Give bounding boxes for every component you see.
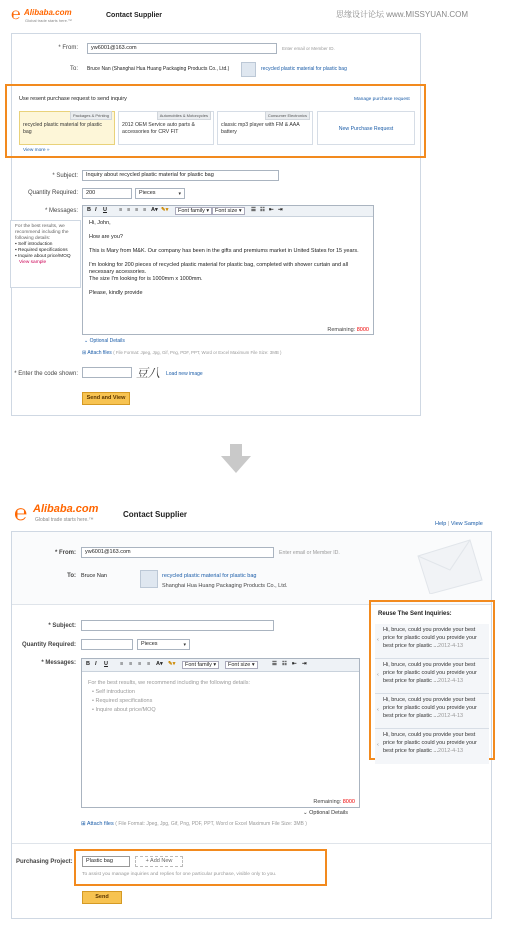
font-size-select[interactable]: Font size ▾ xyxy=(225,661,258,669)
to-supplier: Bruce Nan (Shanghai Hua Huang Packaging Products Co., Ltd.) xyxy=(87,66,230,72)
captcha-label: * Enter the code shown: xyxy=(14,371,78,377)
chevron-down-icon: ▾ xyxy=(183,642,186,648)
view-more-link[interactable]: View more » xyxy=(23,148,50,153)
subject-input[interactable]: Inquiry about recycled plastic material for plastic bag xyxy=(82,170,279,181)
justify-icon[interactable]: ≡ xyxy=(143,207,147,213)
attach-files-link[interactable]: Attach files xyxy=(86,821,114,827)
subject-label: * Subject: xyxy=(48,623,76,629)
captcha-image: 豆八 xyxy=(136,366,161,380)
tips-item: • Required specifications xyxy=(92,698,153,704)
remaining-value: 8000 xyxy=(342,799,355,805)
watermark: 思缘设计论坛 www.MISSYUAN.COM xyxy=(336,10,469,19)
reuse-list xyxy=(375,624,489,764)
send-and-view-button[interactable]: Send and View xyxy=(82,392,130,405)
logo-tagline: Global trade starts here.™ xyxy=(35,517,94,523)
numbered-list-icon[interactable]: ☷ xyxy=(260,207,265,213)
message-placeholder xyxy=(88,679,353,715)
chevron-left-icon: ‹ xyxy=(377,672,379,678)
message-line: Hi, John, xyxy=(89,220,111,226)
bold-button[interactable]: B xyxy=(87,207,91,213)
card-text: classic mp3 player with FM & AAA battery xyxy=(221,122,300,135)
page-title: Contact Supplier xyxy=(106,12,163,19)
card-text: 2012 OEM Service auto parts & accessories for CRV FIT xyxy=(122,122,195,135)
reuse-title: Reuse The Sent Inquiries: xyxy=(378,611,452,617)
unit-select[interactable] xyxy=(137,639,190,650)
align-left-icon[interactable]: ≡ xyxy=(120,661,124,667)
view-sample-link[interactable]: View sample xyxy=(19,260,47,265)
text-color-icon[interactable]: A▾ xyxy=(151,207,158,213)
message-line: Please, kindly provide xyxy=(89,290,143,296)
reuse-item[interactable]: ‹ Hi, bruce, could you provide your best price for plastic could you provide your best price for plastic ...2012-4-13 xyxy=(375,694,489,729)
project-hint: To assist you manage inquiries and replies for one particular purchase, visible only to you. xyxy=(82,872,277,877)
tips-item: • Self introduction xyxy=(92,689,135,695)
editor-toolbar xyxy=(83,206,373,217)
alibaba-logo[interactable] xyxy=(11,6,101,26)
quantity-input[interactable]: 200 xyxy=(82,188,132,199)
align-center-icon[interactable]: ≡ xyxy=(129,661,133,667)
message-line: The size I'm looking for is 1000mm x 1000mm. xyxy=(89,276,203,282)
from-hint: Enter email or Member ID. xyxy=(279,550,340,556)
optional-details-link[interactable]: ⌄ Optional Details xyxy=(84,338,125,344)
to-name: Bruce Nan xyxy=(81,573,107,579)
message-editor[interactable] xyxy=(81,658,360,808)
bullet-list-icon[interactable]: ☰ xyxy=(251,207,256,213)
project-tag[interactable]: Plastic bag xyxy=(82,856,130,867)
to-company: Shanghai Hua Huang Packaging Products Co., Ltd. xyxy=(162,583,288,589)
add-new-project-button[interactable]: + Add New xyxy=(135,856,183,867)
captcha-input[interactable] xyxy=(82,367,132,378)
reuse-item[interactable]: ‹ Hi, bruce, could you provide your best price for plastic could you provide your best price for plastic ...2012-4-13 xyxy=(375,729,489,764)
help-links: Help | View Sample xyxy=(435,521,483,527)
tips-box xyxy=(10,220,81,288)
message-line: How are you? xyxy=(89,234,123,240)
outdent-icon[interactable]: ⇤ xyxy=(292,661,297,667)
indent-icon[interactable]: ⇥ xyxy=(302,661,307,667)
indent-icon[interactable]: ⇥ xyxy=(278,207,283,213)
project-label: Purchasing Project: xyxy=(16,859,73,865)
numbered-list-icon[interactable]: ☷ xyxy=(282,661,287,667)
quantity-label: Quantity Required: xyxy=(21,642,76,648)
view-sample-link[interactable]: View Sample xyxy=(450,521,483,527)
subject-input[interactable] xyxy=(81,620,274,631)
paperclip-icon: ⊞ xyxy=(81,821,86,827)
align-center-icon[interactable]: ≡ xyxy=(127,207,131,213)
quantity-input[interactable] xyxy=(81,639,133,650)
page-title: Contact Supplier xyxy=(123,510,188,519)
load-new-image-link[interactable]: Load new image xyxy=(166,371,203,377)
from-label: * From: xyxy=(55,550,76,556)
italic-button[interactable]: I xyxy=(95,661,97,667)
tips-intro: For the best results, we recommend including the following details: xyxy=(88,680,251,686)
font-family-select[interactable]: Font family ▾ xyxy=(182,661,219,669)
from-label: * From: xyxy=(58,45,78,51)
divider xyxy=(12,843,491,844)
attach-hint: ( File Format: Jpeg, Jpg, Gif, Png, PDF, PPT, Word or Excel Maximum File Size: 3MB ) xyxy=(113,350,282,355)
font-size-select[interactable]: Font size ▾ xyxy=(212,207,245,215)
remaining-counter: Remaining: 8000 xyxy=(313,799,355,805)
logo-tagline: Global trade starts here.™ xyxy=(25,18,72,23)
card-text: recycled plastic material for plastic bag xyxy=(23,122,102,135)
align-right-icon[interactable]: ≡ xyxy=(138,661,142,667)
to-label: To: xyxy=(69,66,78,72)
recent-heading: Use resent purchase request to send inquiry xyxy=(19,96,127,102)
envelope-decoration-icon xyxy=(410,536,486,594)
new-request-card[interactable] xyxy=(317,111,415,145)
new-request-link[interactable]: New Purchase Request xyxy=(338,126,394,132)
request-card-3[interactable] xyxy=(217,111,313,145)
attach-hint: ( File Format: Jpeg, Jpg, Gif, Png, PDF, PPT, Word or Excel Maximum File Size: 3MB ) xyxy=(115,821,307,827)
product-thumbnail[interactable] xyxy=(241,62,256,77)
chevron-left-icon: ‹ xyxy=(377,637,379,643)
align-left-icon[interactable]: ≡ xyxy=(119,207,123,213)
chevron-left-icon: ‹ xyxy=(377,707,379,713)
arrow-down-icon xyxy=(220,444,252,474)
to-product-link[interactable]: recycled plastic material for plastic bag xyxy=(261,66,347,72)
bullet-list-icon[interactable]: ☰ xyxy=(272,661,277,667)
highlight-icon[interactable]: ✎▾ xyxy=(161,207,169,213)
logo-mark: ℮ xyxy=(14,500,28,525)
attach-files-link[interactable]: Attach files xyxy=(87,350,112,356)
card-category-tab: Packages & Printing xyxy=(70,111,112,120)
messages-label: * Messages: xyxy=(44,208,78,214)
reuse-item[interactable]: ‹ Hi, bruce, could you provide your best price for plastic could you provide your best price for plastic ...2012-4-13 xyxy=(375,659,489,694)
chevron-down-icon: ▾ xyxy=(178,191,181,197)
tips-item: ▪ Required specifications xyxy=(15,248,68,253)
editor-toolbar xyxy=(82,659,359,672)
chevron-left-icon: ‹ xyxy=(377,742,379,748)
logo-text: Alibaba.com xyxy=(24,8,72,17)
card-category-tab: Consumer Electronics xyxy=(265,111,310,120)
from-input[interactable]: yw6001@163.com xyxy=(81,547,274,558)
tips-intro: For the best results, we recommend including the following details: xyxy=(15,224,69,241)
paperclip-icon: ⊞ xyxy=(82,350,87,356)
send-button[interactable]: Send xyxy=(82,891,122,904)
messages-label: * Messages: xyxy=(41,660,76,666)
highlight-icon[interactable]: ✎▾ xyxy=(168,661,176,667)
request-card-2[interactable] xyxy=(118,111,214,145)
card-category-tab: Automobiles & Motorcycles xyxy=(157,111,211,120)
attach-files[interactable] xyxy=(81,821,307,827)
subject-label: * Subject: xyxy=(52,173,78,179)
logo-mark: ℮ xyxy=(11,6,21,23)
underline-button[interactable]: U xyxy=(104,661,108,667)
quantity-label: Quantity Required: xyxy=(27,190,78,196)
unit-select[interactable] xyxy=(135,188,185,199)
text-color-icon[interactable]: A▾ xyxy=(156,661,163,667)
reuse-item[interactable]: ‹ Hi, bruce, could you provide your best price for plastic could you provide your best price for plastic ...2012-4-13 xyxy=(375,624,489,659)
attach-files[interactable] xyxy=(82,350,281,356)
message-body[interactable] xyxy=(89,220,369,297)
remaining-counter: Remaining: 8000 xyxy=(327,327,369,333)
optional-details-link[interactable]: ⌄ Optional Details xyxy=(303,810,348,816)
align-right-icon[interactable]: ≡ xyxy=(135,207,139,213)
tips-item: • Inquire about price/MOQ xyxy=(92,707,156,713)
outdent-icon[interactable]: ⇤ xyxy=(269,207,274,213)
tips-item: ▪ Self introduction xyxy=(15,242,53,247)
manage-requests-link[interactable]: Manage purchase request xyxy=(354,97,410,102)
justify-icon[interactable]: ≡ xyxy=(147,661,151,667)
help-link[interactable]: Help xyxy=(435,521,447,527)
unit-select-value: Pieces xyxy=(139,190,156,196)
unit-select-value: Pieces xyxy=(141,641,158,647)
to-label: To: xyxy=(67,573,76,579)
logo-text: Alibaba.com xyxy=(33,503,99,515)
from-hint: Enter email or Member ID. xyxy=(282,46,335,51)
italic-button[interactable]: I xyxy=(95,207,97,213)
bold-button[interactable]: B xyxy=(86,661,90,667)
to-product-link[interactable]: recycled plastic material for plastic bag xyxy=(162,573,257,579)
message-line: This is Mary from M&K. Our company has been in the gifts and premiums market in United States for 15 years. xyxy=(89,248,359,254)
from-input[interactable]: yw6001@163.com xyxy=(87,43,277,54)
underline-button[interactable]: U xyxy=(103,207,107,213)
remaining-value: 8000 xyxy=(356,327,369,333)
request-card-1[interactable] xyxy=(19,111,115,145)
font-family-select[interactable]: Font family ▾ xyxy=(175,207,212,215)
purchasing-project-highlight xyxy=(74,849,327,886)
tips-item: ▪ Inquire about price/MOQ xyxy=(15,254,71,259)
alibaba-logo[interactable] xyxy=(14,500,124,528)
product-thumbnail[interactable] xyxy=(140,570,158,588)
message-editor[interactable] xyxy=(82,205,374,335)
message-line: I'm looking for 200 pieces of recycled plastic material for plastic bag, completed with shower curtain and all necessary accessories. xyxy=(89,262,349,275)
